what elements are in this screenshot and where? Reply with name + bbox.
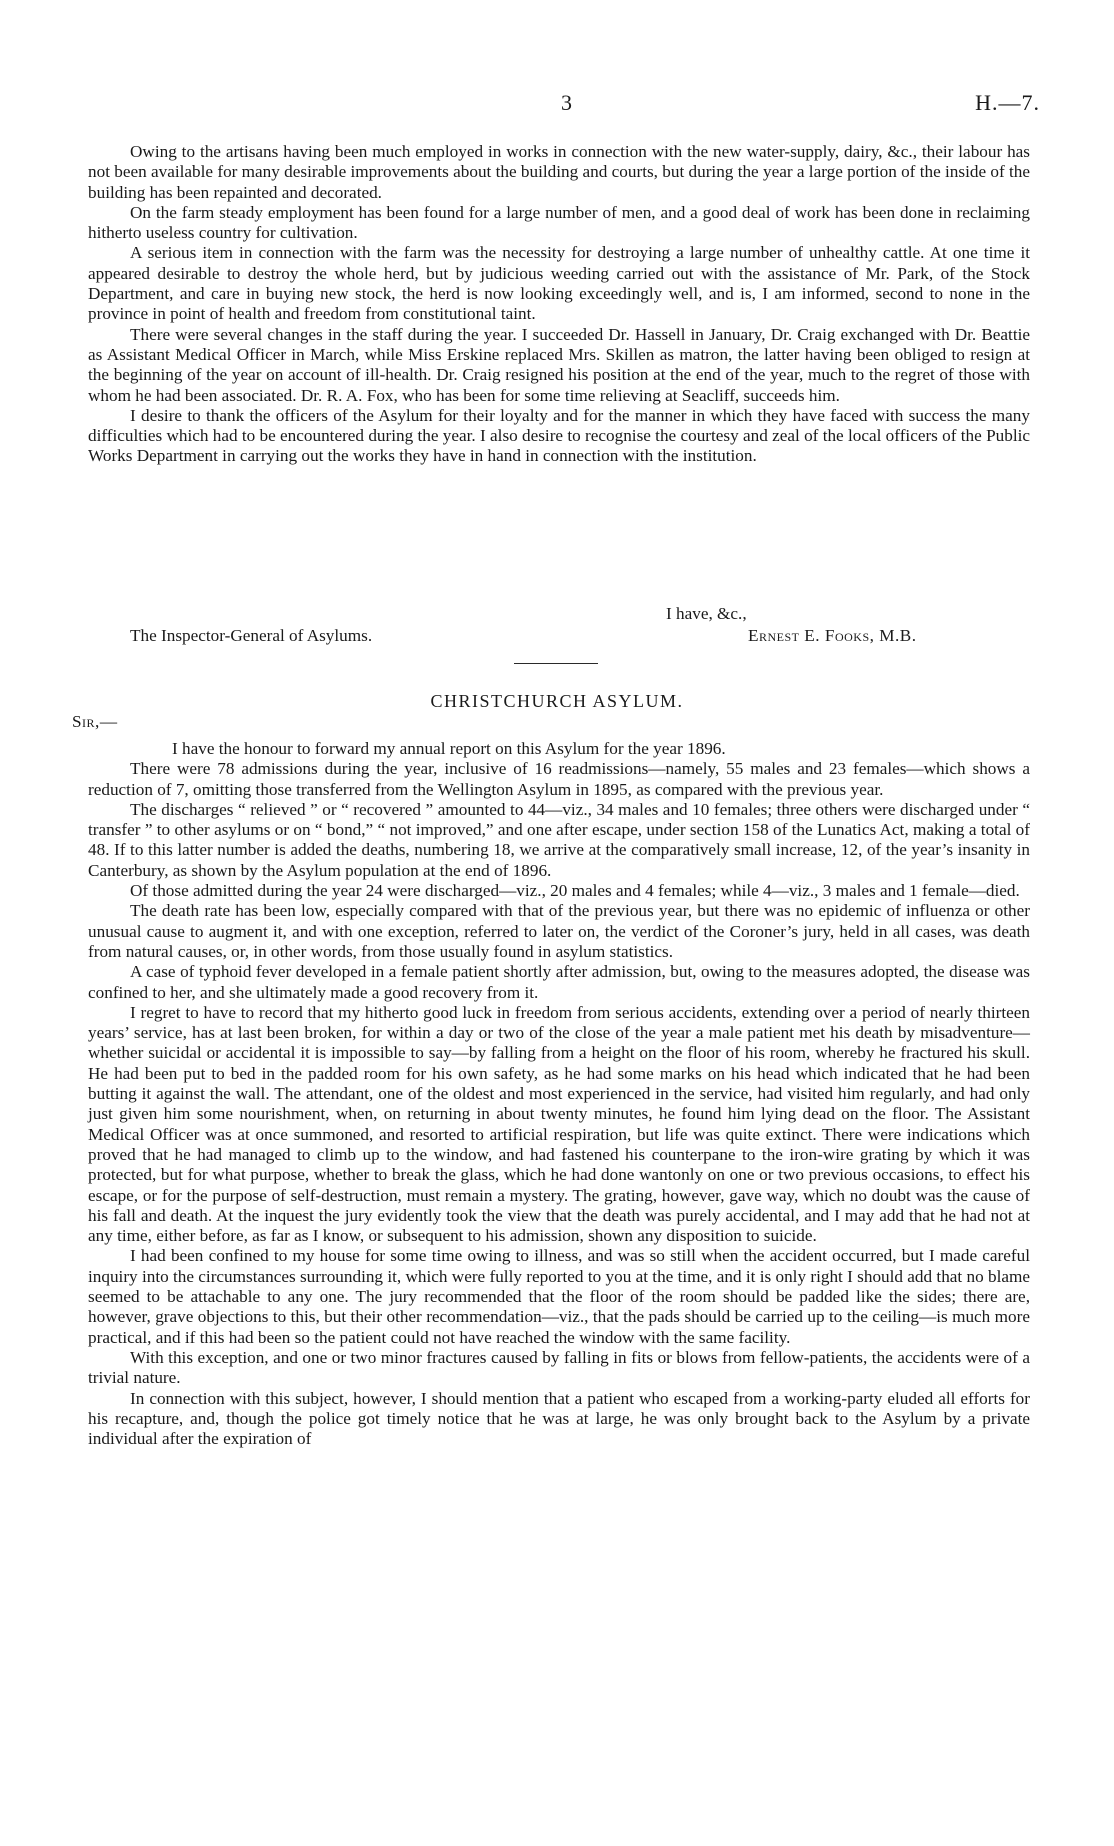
paragraph: There were 78 admissions during the year, inclusive of 16 readmissions—namely, 55 males and 23 females—which shows a reduction of 7, omitting those transferred from the Wellington Asylum in 1895, as compared with the previous year. [88, 759, 1030, 799]
paragraph: Owing to the artisans having been much employed in works in connection with the new water-supply, dairy, &c., their labour has not been available for many desirable improvements about the building and courts, but during the year a large portion of the inside of the building has been repainted and decorated. [88, 142, 1030, 202]
paragraph: I regret to have to record that my hitherto good luck in freedom from serious accidents, extending over a period of nearly thirteen years’ service, has at last been broken, for within a day or two of the close of the year a male patient met his death by misadventure—whether suicidal or accidental it is impossible to say—by falling from a height on the floor of his room, whereby he fractured his skull. He had been put to bed in the padded room for his own safety, as he had some marks on his head which indicated that he had been butting it against the wall. The attendant, one of the oldest and most experienced in the service, had visited him regularly, and had only just given him some nourishment, when, on returning in about twenty minutes, he found him lying dead on the floor. The Assistant Medical Officer was at once summoned, and resorted to artificial respiration, but life was quite extinct. There were indications which proved that he had managed to climb up to the window, and had fastened his counterpane to the iron-wire grating by which it was protected, but for what purpose, whether to break the glass, which he had done wantonly on one or two previous occasions, to effect his escape, or for the purpose of self-destruction, must remain a mystery. The grating, however, gave way, which no doubt was the cause of his fall and death. At the inquest the jury evidently took the view that the death was purely accidental, and I may add that he had not at any time, either before, as far as I know, or subsequent to his admission, shown any disposition to suicide. [88, 1002, 1030, 1246]
paragraph: I had been confined to my house for some time owing to illness, and was so still when the accident occurred, but I made careful inquiry into the circumstances surrounding it, which were fully reported to you at the time, and it is only right I should add that no blame seemed to be attachable to any one. The jury recommended that the floor of the room should be padded like the sides; there are, however, grave objections to this, but their other recommendation—viz., that the pads should be carried up to the ceiling—is much more practical, and if this had been so the patient could not have reached the window with the same facility. [88, 1246, 1030, 1347]
paragraph: In connection with this subject, however, I should mention that a patient who escaped from a working-party eluded all efforts for his recapture, and, though the police got timely notice that he was at large, he was only brought back to the Asylum by a private individual after the expiration of [88, 1388, 1030, 1449]
paragraph: A serious item in connection with the farm was the necessity for destroying a large number of unhealthy cattle. At one time it appeared desirable to destroy the whole herd, but by judicious weeding carried out with the assistance of Mr. Park, of the Stock Department, and care in buying new stock, the herd is now looking exceedingly well, and is, I am informed, second to none in the province in point of health and freedom from constitutional taint. [88, 243, 1030, 324]
paragraph: The discharges “ relieved ” or “ recovered ” amounted to 44—viz., 34 males and 10 females; three others were discharged under “ transfer ” to other asylums or on “ bond,” “ not improved,” and one after escape, under section 158 of the Lunatics Act, making a total of 48. If to this latter number is added the deaths, numbering 18, we arrive at the comparatively small increase, 12, of the year’s insanity in Canterbury, as shown by the Asylum population at the end of 1896. [88, 799, 1030, 880]
addressee: The Inspector-General of Asylums. [130, 626, 373, 645]
running-head [0, 90, 1114, 120]
paragraph: The death rate has been low, especially compared with that of the previous year, but there was no epidemic of influenza or other unusual cause to augment it, and with one exception, referred to later on, the verdict of the Coroner’s jury, held in all cases, was death from natural causes, or, in other words, from those usually found in asylum statistics. [88, 901, 1030, 961]
letter-greeting: Sir,— [72, 712, 118, 731]
paragraph: With this exception, and one or two minor fractures caused by falling in fits or blows from fellow-patients, the accidents were of a trivial nature. [88, 1347, 1030, 1388]
paragraph: On the farm steady employment has been found for a large number of men, and a good deal of work has been done in reclaiming hitherto useless country for cultivation. [88, 202, 1030, 243]
seacliff-report-body [88, 142, 1030, 467]
section-divider [514, 663, 598, 664]
paragraph: There were several changes in the staff during the year. I succeeded Dr. Hassell in January, Dr. Craig exchanged with Dr. Beattie as Assistant Medical Officer in March, while Miss Erskine replaced Mrs. Skillen as matron, the latter having been obliged to resign at the beginning of the year on account of ill-health. Dr. Craig resigned his position at the end of the year, much to the regret of those with whom he had been associated. Dr. R. A. Fox, who has been for some time relieving at Seacliff, succeeds him. [88, 324, 1030, 405]
page-number: 3 [561, 90, 572, 115]
paragraph: A case of typhoid fever developed in a female patient shortly after admission, but, owing to the measures adopted, the disease was confined to her, and she ultimately made a good recovery from it. [88, 962, 1030, 1002]
signature: Ernest E. Fooks, M.B. [748, 626, 917, 645]
paragraph: I desire to thank the officers of the Asylum for their loyalty and for the manner in which they have faced with success the many difficulties which had to be encountered during the year. I also desire to recognise the courtesy and zeal of the local officers of the Public Works Department in carrying out the works they have in hand in connection with the institution. [88, 405, 1030, 466]
section-heading: CHRISTCHURCH ASYLUM. [430, 691, 684, 711]
closing-salutation: I have, &c., [666, 604, 747, 623]
christchurch-report-body [88, 739, 1030, 1449]
document-reference: H.—7. [975, 90, 1040, 115]
paragraph: I have the honour to forward my annual report on this Asylum for the year 1896. [172, 739, 726, 758]
paragraph: Of those admitted during the year 24 were discharged—viz., 20 males and 4 females; while 4—viz., 3 males and 1 female—died. [130, 881, 1020, 901]
